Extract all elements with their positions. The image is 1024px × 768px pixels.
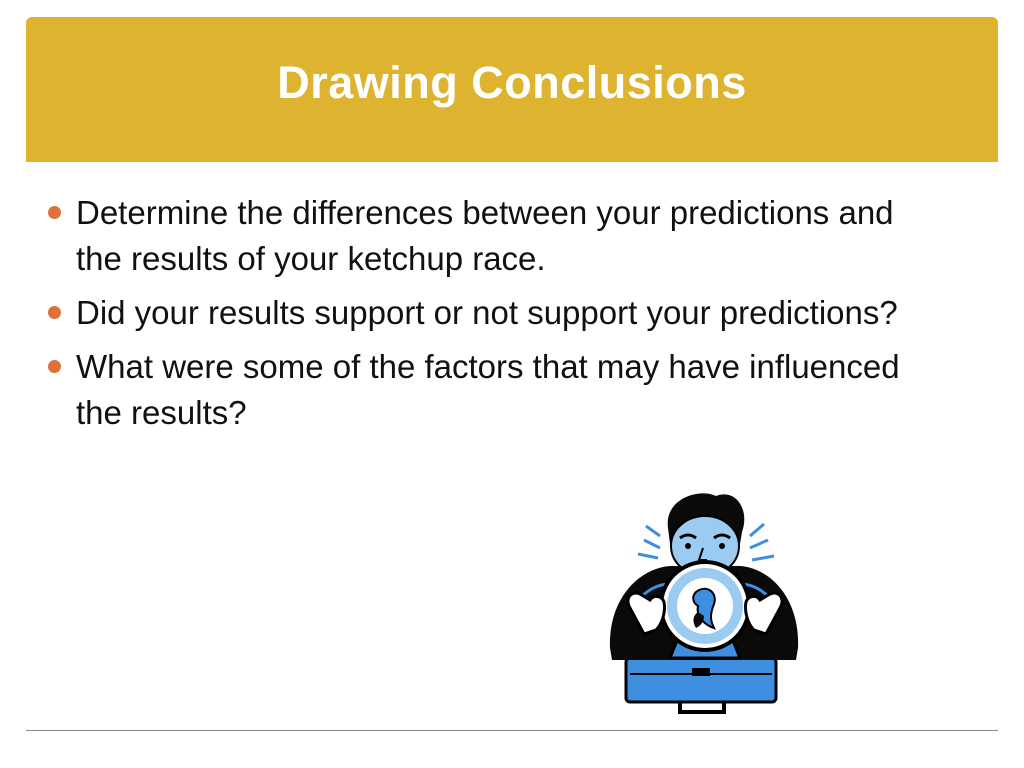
bullet-text: Determine the differences between your predictions and the results of your ketchup race. — [76, 194, 894, 277]
bullet-item — [44, 344, 944, 436]
title-bar — [26, 17, 998, 162]
bullet-item — [44, 190, 944, 282]
bullet-text: Did your results support or not support your predictions? — [76, 294, 898, 331]
bullet-dot-icon — [48, 360, 61, 373]
bullet-item — [44, 290, 944, 336]
bullet-dot-icon — [48, 206, 61, 219]
slide-title: Drawing Conclusions — [277, 56, 747, 108]
footer-divider — [26, 730, 998, 731]
bullet-dot-icon — [48, 306, 61, 319]
bullet-text: What were some of the factors that may have influenced the results? — [76, 348, 900, 431]
bullet-list — [44, 190, 944, 444]
fortune-teller-crystal-ball-icon — [600, 488, 810, 720]
